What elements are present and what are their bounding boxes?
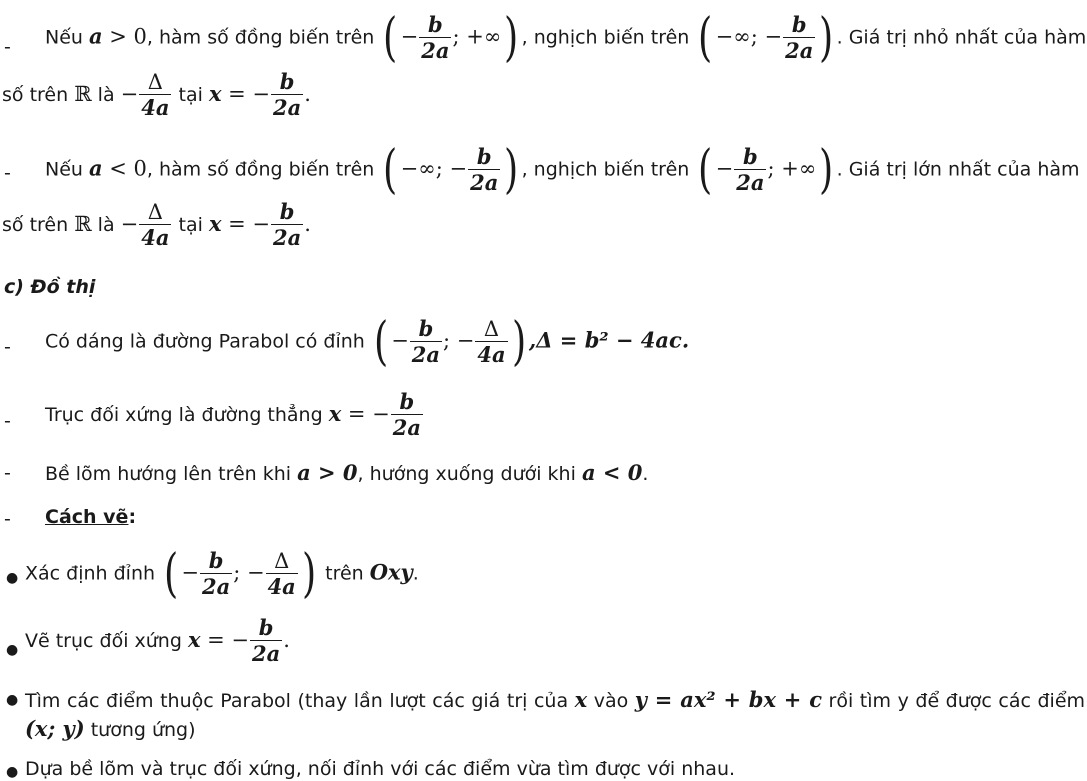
text-segment: , nghịch biến trên <box>521 26 696 49</box>
frac-num: b <box>783 13 815 38</box>
a-positive-line2 <box>2 70 311 121</box>
method-label <box>45 506 136 528</box>
section-heading: c) Đồ thị <box>4 276 96 298</box>
text-segment: trên <box>319 562 370 585</box>
list-dash: - <box>4 462 11 484</box>
right-paren: ) <box>504 8 519 68</box>
period: . <box>642 463 649 485</box>
left-paren: ( <box>164 544 179 604</box>
frac-den: 2a <box>411 341 441 367</box>
period: . <box>304 82 311 106</box>
fraction-delta-4a <box>475 317 507 368</box>
text-segment: Vẽ trục đối xứng <box>25 630 188 652</box>
frac-num: Δ <box>139 200 171 225</box>
text-segment: , nghịch biến trên <box>521 158 696 181</box>
fraction-delta-4a <box>139 200 171 251</box>
math-minus: − <box>120 212 139 236</box>
list-dash: - <box>4 162 11 184</box>
fraction-b-2a <box>250 616 282 667</box>
text-segment: vào <box>587 690 635 712</box>
math-semicolon-minus: ; − <box>233 560 265 585</box>
math-minus: − <box>181 560 199 585</box>
math-var-x: x <box>208 81 222 106</box>
delta-definition: ,Δ = b² − 4ac. <box>528 327 690 353</box>
bullet-icon: ● <box>6 570 19 586</box>
math-condition: < 0 <box>102 156 147 181</box>
math-point: (x; y) <box>25 716 85 741</box>
text-segment: tại <box>172 84 209 106</box>
real-numbers-symbol: ℝ <box>74 212 92 236</box>
left-paren: ( <box>383 8 398 68</box>
frac-den: 4a <box>267 573 296 599</box>
frac-den: 2a <box>736 169 765 195</box>
fraction-b-2a <box>391 390 423 441</box>
math-minus-infinity: −∞; − <box>400 156 468 181</box>
frac-num: b <box>419 13 451 38</box>
concavity-text <box>45 460 648 485</box>
frac-num: Δ <box>266 549 298 574</box>
real-numbers-symbol: ℝ <box>74 82 92 106</box>
step-2-text <box>25 616 290 667</box>
left-paren: ( <box>698 140 713 200</box>
frac-num: b <box>734 145 766 170</box>
right-paren: ) <box>511 312 526 372</box>
math-minus: − <box>120 82 139 106</box>
text-segment: , hướng xuống dưới khi <box>357 463 582 485</box>
fraction-delta-4a <box>139 70 171 121</box>
frac-den: 2a <box>470 169 499 195</box>
fraction-b-2a <box>271 200 303 251</box>
math-var-a: a <box>88 155 103 181</box>
period: . <box>412 562 419 585</box>
math-var-x: x <box>208 211 222 236</box>
text-segment: Xác định đỉnh <box>25 562 162 585</box>
frac-num: Δ <box>139 70 171 95</box>
text-segment: Có dáng là đường Parabol có đỉnh <box>45 330 371 353</box>
text-segment: tương ứng) <box>84 719 196 741</box>
frac-num: b <box>271 70 303 95</box>
text-segment: . Giá trị lớn nhất của hàm <box>836 158 1080 181</box>
math-var-a: a <box>88 23 103 49</box>
frac-num: b <box>468 145 500 170</box>
frac-den: 4a <box>477 341 506 367</box>
frac-den: 2a <box>421 37 450 63</box>
math-minus: − <box>400 24 419 49</box>
a-negative-text <box>45 140 1080 200</box>
frac-num: b <box>200 549 232 574</box>
text-segment: Tìm các điểm thuộc Parabol (thay lần lượt các giá trị của <box>25 690 575 712</box>
frac-den: 2a <box>273 95 302 120</box>
frac-num: b <box>271 200 303 225</box>
frac-den: 4a <box>141 95 170 120</box>
text-segment: Nếu <box>45 26 89 49</box>
math-semicolon-minus: ; − <box>443 328 475 353</box>
math-minus-infinity: −∞; − <box>715 24 783 49</box>
math-oxy: Oxy <box>369 559 413 585</box>
math-equals-minus: = − <box>200 628 250 652</box>
math-var-x: x <box>574 687 588 712</box>
list-dash: - <box>4 508 11 530</box>
right-paren: ) <box>819 140 834 200</box>
math-plus-infinity: ; +∞ <box>452 24 502 49</box>
bullet-icon: ● <box>6 692 19 708</box>
math-minus: − <box>715 156 734 181</box>
frac-num: b <box>410 317 442 342</box>
text-segment: là <box>91 84 121 106</box>
math-minus: − <box>391 328 409 353</box>
math-condition: a < 0 <box>581 460 643 485</box>
text-segment: số trên <box>2 214 75 236</box>
text-segment: Bề lõm hướng lên trên khi <box>45 463 298 485</box>
period: . <box>283 628 290 652</box>
a-positive-text <box>45 8 1086 68</box>
math-equals-minus: = − <box>221 82 271 106</box>
text-segment: , hàm số đồng biến trên <box>146 158 381 181</box>
frac-den: 2a <box>273 225 302 250</box>
fraction-b-2a <box>734 145 766 196</box>
text-segment: Trục đối xứng là đường thẳng <box>45 404 329 426</box>
frac-den: 4a <box>141 225 170 250</box>
bullet-icon: ● <box>6 764 19 780</box>
left-paren: ( <box>698 8 713 68</box>
math-equals-minus: = − <box>221 212 271 236</box>
list-dash: - <box>4 336 11 358</box>
text-segment: , hàm số đồng biến trên <box>146 26 381 49</box>
text-segment: . Giá trị nhỏ nhất của hàm <box>836 26 1087 49</box>
period: . <box>304 212 311 236</box>
frac-den: 2a <box>252 641 281 666</box>
frac-num: Δ <box>475 317 507 342</box>
right-paren: ) <box>819 8 834 68</box>
step-3-text <box>25 686 1085 744</box>
math-equals-minus: = − <box>341 402 390 426</box>
text-segment: là <box>91 214 121 236</box>
method-heading: Cách vẽ <box>45 506 129 528</box>
frac-den: 2a <box>201 573 231 599</box>
math-quadratic: y = ax² + bx + c <box>634 687 822 712</box>
text-segment: số trên <box>2 84 75 106</box>
fraction-b-2a <box>200 549 232 600</box>
step-4-text: Dựa bề lõm và trục đối xứng, nối đỉnh với các điểm vừa tìm được với nhau. <box>25 758 736 780</box>
fraction-b-2a <box>410 317 442 368</box>
fraction-b-2a <box>271 70 303 121</box>
colon: : <box>128 506 137 528</box>
fraction-delta-4a <box>266 549 298 600</box>
frac-den: 2a <box>785 37 814 63</box>
fraction-b-2a <box>419 13 451 64</box>
frac-den: 2a <box>392 415 421 440</box>
right-paren: ) <box>504 140 519 200</box>
frac-num: b <box>391 390 423 415</box>
fraction-b-2a <box>468 145 500 196</box>
fraction-b-2a <box>783 13 815 64</box>
left-paren: ( <box>373 312 389 372</box>
right-paren: ) <box>301 544 317 604</box>
list-dash: - <box>4 410 11 432</box>
math-plus-infinity: ; +∞ <box>767 156 817 181</box>
text-segment: rồi tìm y để được các điểm <box>822 690 1086 712</box>
text-segment: tại <box>172 214 209 236</box>
math-var-x: x <box>187 627 201 652</box>
bullet-icon: ● <box>6 642 19 658</box>
math-condition: > 0 <box>102 24 147 49</box>
math-var-x: x <box>328 401 342 426</box>
math-condition: a > 0 <box>297 460 358 485</box>
frac-num: b <box>250 616 282 641</box>
vertex-text <box>45 312 689 372</box>
list-dash: - <box>4 36 11 58</box>
text-segment: Nếu <box>45 158 89 181</box>
axis-text <box>45 390 424 441</box>
step-1-text <box>25 544 419 604</box>
left-paren: ( <box>383 140 398 200</box>
a-negative-line2 <box>2 200 311 251</box>
